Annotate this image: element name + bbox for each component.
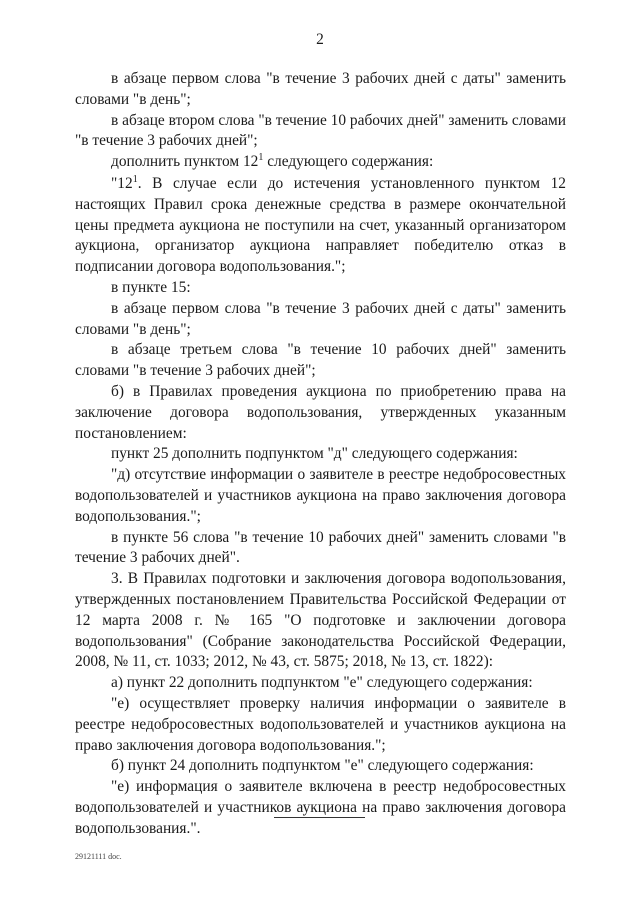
superscript: 1 xyxy=(132,173,138,185)
paragraph: в пункте 56 слова "в течение 10 рабочих дней" заменить словами "в течение 3 рабочих дней". xyxy=(75,528,566,567)
paragraph: в абзаце втором слова "в течение 10 рабочих дней" заменить словами "в течение 3 рабочих дней"; xyxy=(75,111,566,150)
paragraph: б) пункт 24 дополнить подпунктом "е" следующего содержания: xyxy=(111,757,534,775)
paragraph: в пункте 15: xyxy=(111,278,191,296)
text-before: "12 xyxy=(111,174,133,192)
superscript: 1 xyxy=(258,152,264,164)
document-body xyxy=(75,69,566,839)
paragraph: а) пункт 22 дополнить подпунктом "е" следующего содержания: xyxy=(111,674,533,692)
paragraph: в абзаце третьем слова "в течение 10 рабочих дней" заменить словами "в течение 3 рабочих дней"; xyxy=(75,341,566,380)
paragraph: в абзаце первом слова "в течение 3 рабочих дней с даты" заменить словами "в день"; xyxy=(75,70,566,108)
closing-divider xyxy=(274,817,365,818)
paragraph: "е) информация о заявителе включена в реестр недобросовестных водопользователей и участников аукциона на право заключения договора водопользования.". xyxy=(75,778,566,837)
text-after: следующего содержания: xyxy=(263,153,434,171)
paragraph: в абзаце первом слова "в течение 3 рабочих дней с даты" заменить словами "в день"; xyxy=(75,299,566,338)
footer-filename: 29121111 doc. xyxy=(75,852,122,861)
page-number: 2 xyxy=(316,31,324,48)
paragraph: 3. В Правилах подготовки и заключения договора водопользования, утвержденных постановлением Правительства Российской Федерации от 12 марта 2008 г. № 165 "О подготовке и заключении договора водопользования" (Собрание законодательства Российской Федерации, 2008, № 11, ст. 1033; 2012, № 43, ст. 5875; 2018, № 13, ст. 1822): xyxy=(75,570,566,671)
paragraph-with-superscript xyxy=(75,152,566,173)
text-after: . В случае если до истечения установленного пунктом 12 настоящих Правил срока денежные средства в размере окончательной цены предмета аукциона не поступили на счет, указанный организатором аукциона, организатор аукциона направляет победителю отказ в подписании договора водопользования."; xyxy=(75,174,566,276)
paragraph: "е) осуществляет проверку наличия информации о заявителе в реестре недобросовестных водопользователей и участников аукциона на право заключения договора водопользования."; xyxy=(75,694,566,754)
paragraph-with-superscript xyxy=(75,174,566,278)
paragraph: "д) отсутствие информации о заявителе в реестре недобросовестных водопользователей и участников аукциона на право заключения договора водопользования."; xyxy=(75,466,566,525)
paragraph: б) в Правилах проведения аукциона по приобретению права на заключение договора водопользования, утвержденных указанным постановлением: xyxy=(75,382,566,442)
paragraph: пункт 25 дополнить подпунктом "д" следующего содержания: xyxy=(111,445,518,463)
text-before: дополнить пунктом 12 xyxy=(111,153,259,171)
